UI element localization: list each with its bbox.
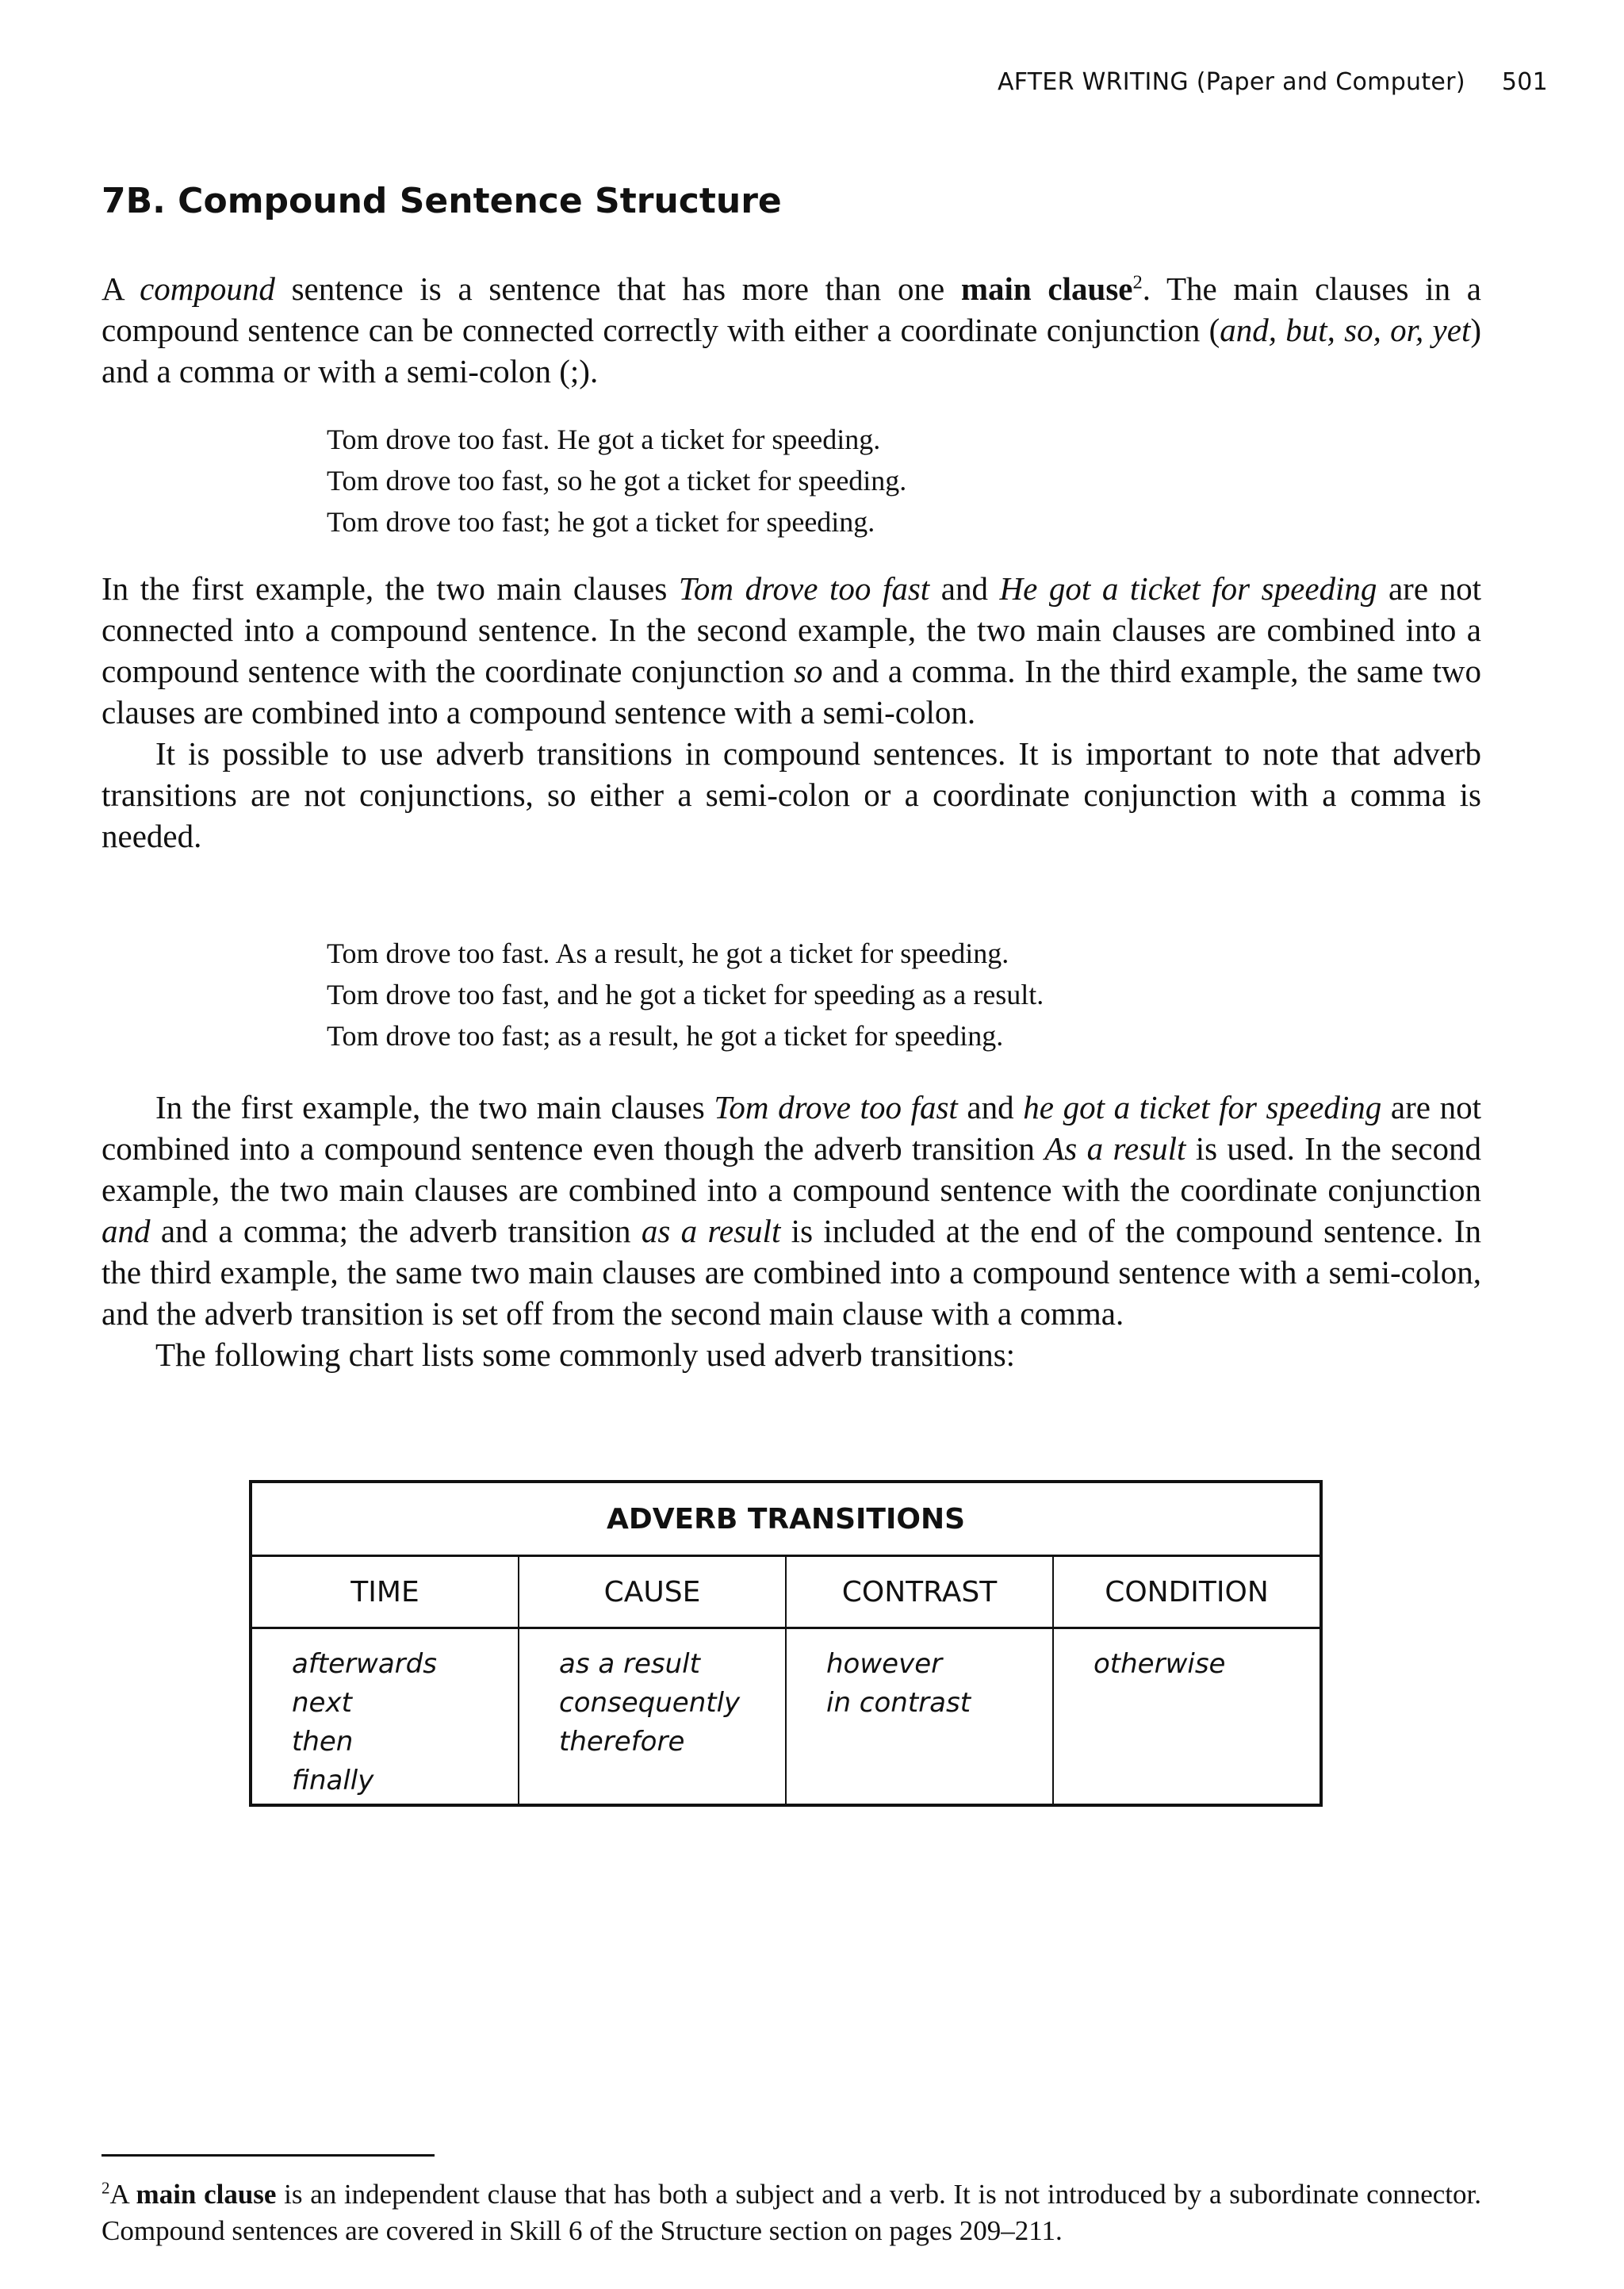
transition-item: therefore (559, 1726, 685, 1758)
conjunction-list: and, but, so, or, yet (1220, 312, 1471, 348)
table-title: ADVERB TRANSITIONS (252, 1483, 1320, 1557)
footnote (102, 2176, 1481, 2249)
paragraph-2 (102, 568, 1481, 733)
footnote-ref: 2 (1132, 271, 1143, 293)
body-text (102, 568, 1481, 857)
transition-example: as a result (641, 1213, 781, 1249)
footnote-rule (102, 2154, 435, 2157)
example-sentence: Tom drove too fast. He got a ticket for speeding. (327, 424, 881, 455)
column-time (252, 1557, 519, 1804)
text-run: is an independent clause that has both a subject and a verb. It is not introduced by a subordinate connector. Compound sentences are covered in Skill 6 of the Structure section on pages 209–211. (102, 2179, 1481, 2246)
running-head-title: AFTER WRITING (Paper and Computer) (997, 68, 1465, 96)
text-run: ) and a comma or with a semi-colon (;). (102, 312, 1482, 389)
transition-item: consequently (559, 1687, 741, 1719)
text-run: A (109, 2179, 136, 2210)
clause-example: He got a ticket for speeding (999, 570, 1377, 607)
transition-item: afterwards (292, 1648, 437, 1680)
transition-item: otherwise (1094, 1648, 1226, 1680)
text-run: . The main clauses in a compound sentence can be connected correctly with either a coordinate conjunction ( (102, 270, 1481, 348)
text-run: is included at the end of the compound sentence. In the third example, the same two main clauses are combined into a compound sentence with a semi-colon, and the adverb transition is set off from the second main clause with a comma. (102, 1213, 1481, 1332)
text-run: In the first example, the two main clauses (102, 570, 679, 607)
text-run: sentence is a sentence that has more than one (274, 270, 961, 307)
text-run: are not connected into a compound sentence. In the second example, the two main clauses are combined into a compound sentence with the coordinate conjunction (102, 570, 1481, 689)
column-header: CONDITION (1054, 1557, 1320, 1629)
example-sentence: Tom drove too fast, so he got a ticket for speeding. (327, 465, 907, 497)
transition-item: in contrast (826, 1687, 971, 1719)
running-head (998, 68, 1548, 96)
term-main-clause: main clause (136, 2179, 277, 2210)
page-number: 501 (1501, 68, 1548, 96)
examples-block-2 (327, 933, 1044, 1056)
clause-example: Tom drove too fast (678, 570, 930, 607)
clause-example: he got a ticket for speeding (1023, 1089, 1382, 1125)
column-header: TIME (252, 1557, 518, 1629)
paragraph-4 (102, 1087, 1481, 1334)
text-run: and a comma. In the third example, the same two clauses are combined into a compound sentence with a semi-colon. (102, 653, 1481, 730)
column-header: CAUSE (519, 1557, 785, 1629)
text-run: and (957, 1089, 1024, 1125)
example-sentence: Tom drove too fast. As a result, he got a ticket for speeding. (327, 937, 1009, 969)
transition-item: finally (292, 1765, 374, 1796)
text-run: and (929, 570, 1000, 607)
text-run: is used. In the second example, the two main clauses are combined into a compound sentence with the coordinate conjunction (102, 1130, 1481, 1208)
transition-item: then (292, 1726, 354, 1758)
examples-block-1 (327, 419, 906, 543)
text-run: In the first example, the two main clauses (155, 1089, 714, 1125)
body-text-2 (102, 1087, 1481, 1375)
column-condition (1054, 1557, 1320, 1804)
transition-example: As a result (1044, 1130, 1186, 1167)
example-sentence: Tom drove too fast; as a result, he got a ticket for speeding. (327, 1020, 1004, 1052)
column-header: CONTRAST (787, 1557, 1052, 1629)
column-cause (519, 1557, 787, 1804)
term-compound: compound (140, 270, 275, 307)
text-run: are not combined into a compound sentence even though the adverb transition (102, 1089, 1481, 1167)
paragraph-5: The following chart lists some commonly used adverb transitions: (155, 1336, 1016, 1373)
example-sentence: Tom drove too fast; he got a ticket for speeding. (327, 506, 875, 538)
paragraph-3: It is possible to use adverb transitions in compound sentences. It is important to note that adverb transitions are not conjunctions, so either a semi-colon or a coordinate conjunction with a comma is needed. (102, 735, 1481, 854)
intro-paragraph (102, 268, 1481, 392)
section-title: 7B. Compound Sentence Structure (102, 181, 782, 221)
transition-item: next (292, 1687, 352, 1719)
text-run: A (102, 270, 140, 307)
adverb-transitions-table (249, 1480, 1323, 1807)
transition-item: as a result (559, 1648, 700, 1680)
term-main-clause: main clause (960, 270, 1133, 307)
clause-example: Tom drove too fast (714, 1089, 958, 1125)
example-sentence: Tom drove too fast, and he got a ticket for speeding as a result. (327, 979, 1044, 1010)
conjunction-example: and (102, 1213, 151, 1249)
conjunction-example: so (794, 653, 823, 689)
transition-item: however (826, 1648, 943, 1680)
footnote-marker: 2 (102, 2178, 110, 2198)
text-run: and a comma; the adverb transition (150, 1213, 642, 1249)
column-contrast (787, 1557, 1054, 1804)
